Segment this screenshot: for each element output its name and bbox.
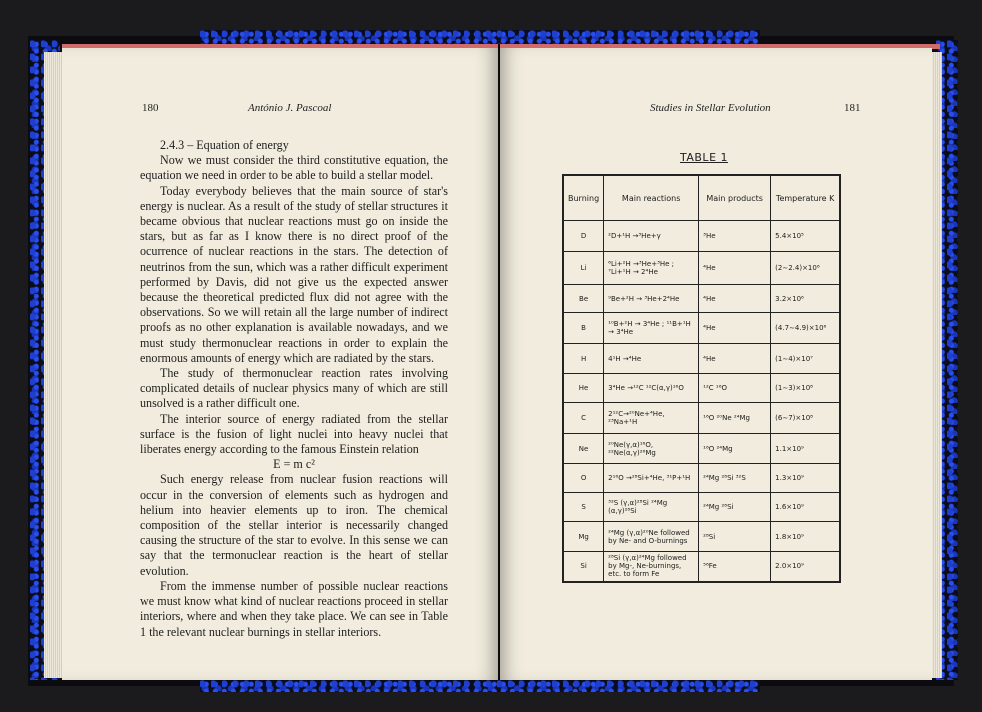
- col-header-products: Main products: [699, 175, 771, 221]
- table-row: [563, 434, 840, 464]
- cell-reactions: ²D+¹H →³He+γ: [604, 221, 699, 252]
- cell-reactions: ¹⁰B+²H → 3⁴He ; ¹¹B+¹H → 3⁴He: [604, 313, 699, 344]
- paragraph-5: Such energy release from nuclear fusion reactions will occur in the conversion of elements such as hydrogen and helium into heavier elements up to iron. The chemical composition of the stellar interior is necessarily changed causing the structure of the star to evolve. In this sense we can say that the termonuclear reaction is the heart of stellar evolution.: [140, 472, 448, 578]
- cell-products: ²⁴Mg ²⁸Si ³²S: [699, 464, 771, 493]
- table-row: [563, 552, 840, 582]
- cell-temperature: (6∼7)×10⁸: [771, 403, 841, 434]
- right-page: [500, 48, 932, 680]
- table-row: [563, 313, 840, 344]
- col-header-temperature: Temperature K: [771, 175, 841, 221]
- table-row: [563, 374, 840, 403]
- cell-reactions: ³²S (γ,α)²⁸Si ²⁴Mg (α,γ)²⁸Si: [604, 493, 699, 522]
- right-page-number: 181: [844, 102, 861, 114]
- cell-products: ⁴He: [699, 313, 771, 344]
- cell-burning: Be: [563, 285, 604, 313]
- table-row: [563, 221, 840, 252]
- table-header-row: [563, 175, 840, 221]
- cell-products: ⁴He: [699, 252, 771, 285]
- cell-temperature: (1∼3)×10⁸: [771, 374, 841, 403]
- table-body: [563, 221, 840, 582]
- cell-burning: Ne: [563, 434, 604, 464]
- cell-burning: He: [563, 374, 604, 403]
- cell-burning: B: [563, 313, 604, 344]
- running-head-text: Studies in Stellar Evolution: [650, 102, 771, 114]
- cell-reactions: ²⁰Ne(γ,α)¹⁶O, ²²Ne(α,γ)²⁶Mg: [604, 434, 699, 464]
- paragraph-3: The study of thermonuclear reaction rates involving complicated details of nuclear physics many of which are still unsolved is a rather difficult one.: [140, 366, 448, 411]
- cell-products: ⁵⁶Fe: [699, 552, 771, 582]
- cell-temperature: 1.1×10⁹: [771, 434, 841, 464]
- cell-products: ⁴He: [699, 285, 771, 313]
- marbled-endpaper-top: [200, 30, 760, 44]
- marbled-endpaper-bottom: [200, 680, 760, 692]
- cell-products: ¹²C ¹⁶O: [699, 374, 771, 403]
- left-page-body: [140, 138, 448, 640]
- col-header-burning: Burning: [563, 175, 604, 221]
- cell-temperature: 5.4×10⁵: [771, 221, 841, 252]
- cell-burning: O: [563, 464, 604, 493]
- cell-products: ⁴He: [699, 344, 771, 374]
- section-title: 2.4.3 – Equation of energy: [160, 138, 289, 152]
- cell-reactions: ²⁸Si (γ,α)²⁴Mg followed by Mg-, Ne-burnings, etc. to form Fe: [604, 552, 699, 582]
- cell-reactions: 2¹²C→²⁰Ne+⁴He, ²³Na+¹H: [604, 403, 699, 434]
- cell-temperature: 1.3×10⁹: [771, 464, 841, 493]
- cell-products: ²⁸Si: [699, 522, 771, 552]
- left-running-head: [248, 102, 331, 114]
- table-row: [563, 344, 840, 374]
- left-page: [62, 48, 498, 680]
- cell-temperature: 3.2×10⁶: [771, 285, 841, 313]
- paragraph-4: The interior source of energy radiated from the stellar surface is the fusion of light nuclei into heavy nuclei that liberates energy according to the famous Einstein relation: [140, 411, 448, 457]
- left-page-number: 180: [142, 102, 159, 114]
- paragraph-6: From the immense number of possible nuclear reactions we must know what kind of nuclear reactions proceed in stellar interiors, where and when they take place. We can see in Table 1 the relevant nuclear burnings in stellar interiors.: [140, 578, 448, 639]
- table-row: [563, 285, 840, 313]
- cell-burning: Li: [563, 252, 604, 285]
- paragraph-1: Now we must consider the third constitutive equation, the equation we need in order to be able to build a stellar model.: [140, 153, 448, 183]
- cell-reactions: 4¹H →⁴He: [604, 344, 699, 374]
- cell-burning: H: [563, 344, 604, 374]
- cell-reactions: ⁹Be+²H → ³He+2⁴He: [604, 285, 699, 313]
- cell-temperature: (1∼4)×10⁷: [771, 344, 841, 374]
- table-row: [563, 403, 840, 434]
- nuclear-burnings-table: [562, 174, 841, 583]
- table-row: [563, 252, 840, 285]
- table-title: TABLE 1: [680, 151, 729, 164]
- page-edges-left: [44, 52, 64, 678]
- cell-temperature: (2∼2.4)×10⁶: [771, 252, 841, 285]
- cell-burning: Mg: [563, 522, 604, 552]
- running-head-text: António J. Pascoal: [248, 102, 332, 114]
- cell-temperature: 2.0×10⁹: [771, 552, 841, 582]
- cell-reactions: ⁶Li+²H →³He+³He ; ⁷Li+¹H → 2⁴He: [604, 252, 699, 285]
- cell-temperature: 1.8×10⁹: [771, 522, 841, 552]
- table-row: [563, 493, 840, 522]
- cell-temperature: 1.6×10⁹: [771, 493, 841, 522]
- paragraph-2: Today everybody believes that the main source of star's energy is nuclear. As a result of the study of stellar structures it became obvious that nuclear reactions must go on inside the stars, but as far as I know there is no direct proof of the ocurrence of nuclear reactions in the stars. The detection of neutrinos from the sun, which was a rather difficult experiment performed by Davis, did not give us the expected answer because the theoretical predicted flux did not agree with the observations. So we will retain all the large number of indirect proofs as no other explanation is available nowadays, and we must study thermonuclear reactions in order to explain the enormous amounts of energy which are radiated by the stars.: [140, 183, 448, 365]
- cell-products: ³He: [699, 221, 771, 252]
- cell-reactions: ²⁴Mg (γ,α)²⁰Ne followed by Ne- and O-burnings: [604, 522, 699, 552]
- cell-products: ¹⁶O ²⁴Mg: [699, 434, 771, 464]
- cell-burning: Si: [563, 552, 604, 582]
- cell-products: ¹⁶O ²⁰Ne ²⁴Mg: [699, 403, 771, 434]
- col-header-reactions: Main reactions: [604, 175, 699, 221]
- cell-reactions: 2¹⁶O →²⁸Si+⁴He, ³¹P+¹H: [604, 464, 699, 493]
- cell-products: ²⁴Mg ²⁸Si: [699, 493, 771, 522]
- einstein-equation: E = m c²: [273, 457, 315, 472]
- table-row: [563, 522, 840, 552]
- cell-temperature: (4.7∼4.9)×10⁶: [771, 313, 841, 344]
- cell-burning: D: [563, 221, 604, 252]
- right-running-head: [650, 102, 771, 114]
- cell-burning: S: [563, 493, 604, 522]
- cell-reactions: 3⁴He →¹²C ¹²C(α,γ)¹⁶O: [604, 374, 699, 403]
- cell-burning: C: [563, 403, 604, 434]
- table-row: [563, 464, 840, 493]
